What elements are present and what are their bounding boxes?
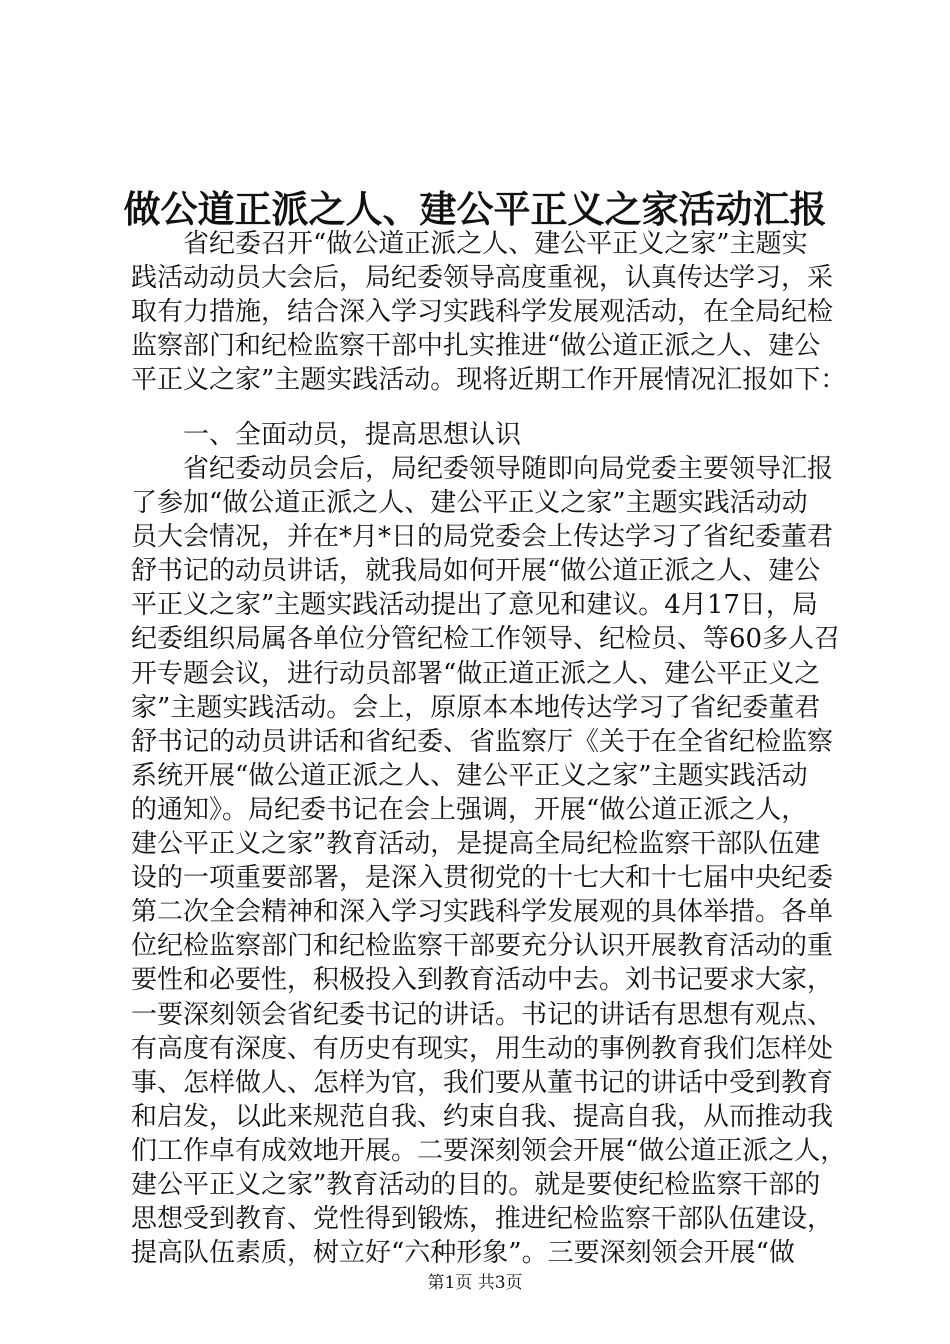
paragraph-line: 家”主题实践活动。会上，原原本本地传达学习了省纪委董君 <box>131 692 821 723</box>
paragraph-line: 舒书记的动员讲话和省纪委、省监察厅《关于在全省纪检监察 <box>131 726 834 757</box>
paragraph-line: 提高队伍素质，树立好“六种形象”。三要深刻领会开展“做 <box>131 1238 795 1269</box>
paragraph-line: 省纪委动员会后，局纪委领导随即向局党委主要领导汇报 <box>183 454 834 484</box>
paragraph-line: 要性和必要性，积极投入到教育活动中去。刘书记要求大家， <box>131 965 834 996</box>
paragraph-line: 践活动动员大会后，局纪委领导高度重视，认真传达学习，采 <box>131 263 834 294</box>
section-paragraph <box>131 452 847 1270</box>
paragraph-line: 的通知》。局纪委书记在会上强调，开展“做公道正派之人， <box>131 794 808 825</box>
paragraph-line: 思想受到教育、党性得到锻炼，推进纪检监察干部队伍建设， <box>131 1204 834 1235</box>
paragraph-line: 平正义之家”主题实践活动提出了意见和建议。4月17日，局 <box>131 590 818 621</box>
paragraph-line: 取有力措施，结合深入学习实践科学发展观活动，在全局纪检 <box>131 297 834 328</box>
paragraph-line: 开专题会议，进行动员部署“做正道正派之人、建公平正义之 <box>131 658 821 689</box>
paragraph-line: 一要深刻领会省纪委书记的讲话。书记的讲话有思想有观点、 <box>131 999 834 1030</box>
paragraph-line: 舒书记的动员讲话，就我局如何开展“做公道正派之人、建公 <box>131 556 821 587</box>
paragraph-line: 有高度有深度、有历史有现实，用生动的事例教育我们怎样处 <box>131 1033 834 1064</box>
paragraph-line: 们工作卓有成效地开展。二要深刻领会开展“做公道正派之人， <box>131 1135 847 1166</box>
paragraph-line: 省纪委召开“做公道正派之人、建公平正义之家”主题实 <box>183 229 808 259</box>
paragraph-line: 事、怎样做人、怎样为官，我们要从董书记的讲话中受到教育 <box>131 1067 834 1098</box>
paragraph-line: 监察部门和纪检监察干部中扎实推进“做公道正派之人、建公 <box>131 331 821 362</box>
paragraph-line: 和启发，以此来规范自我、约束自我、提高自我，从而推动我 <box>131 1101 834 1132</box>
paragraph-line: 建公平正义之家”教育活动的目的。就是要使纪检监察干部的 <box>131 1169 821 1200</box>
paragraph-line: 员大会情况，并在*月*日的局党委会上传达学习了省纪委董君 <box>131 522 834 553</box>
paragraph-line: 平正义之家”主题实践活动。现将近期工作开展情况汇报如下： <box>131 365 847 396</box>
paragraph-line: 建公平正义之家”教育活动，是提高全局纪检监察干部队伍建 <box>131 829 821 860</box>
paragraph-line: 位纪检监察部门和纪检监察干部要充分认识开展教育活动的重 <box>131 931 834 962</box>
paragraph-line: 系统开展“做公道正派之人、建公平正义之家”主题实践活动 <box>131 760 808 791</box>
paragraph-line: 设的一项重要部署，是深入贯彻党的十七大和十七届中央纪委 <box>131 863 834 894</box>
section-heading: 一、全面动员，提高思想认识 <box>183 420 522 450</box>
paragraph-line: 第二次全会精神和深入学习实践科学发展观的具体举措。各单 <box>131 897 834 928</box>
intro-paragraph <box>131 227 847 397</box>
paragraph-line: 纪委组织局属各单位分管纪检工作领导、纪检员、等60多人召 <box>131 624 841 655</box>
document-title: 做公道正派之人、建公平正义之家活动汇报 <box>123 187 827 231</box>
page-footer: 第1页 共3页 <box>427 1273 523 1293</box>
paragraph-line: 了参加“做公道正派之人、建公平正义之家”主题实践活动动 <box>131 488 808 519</box>
